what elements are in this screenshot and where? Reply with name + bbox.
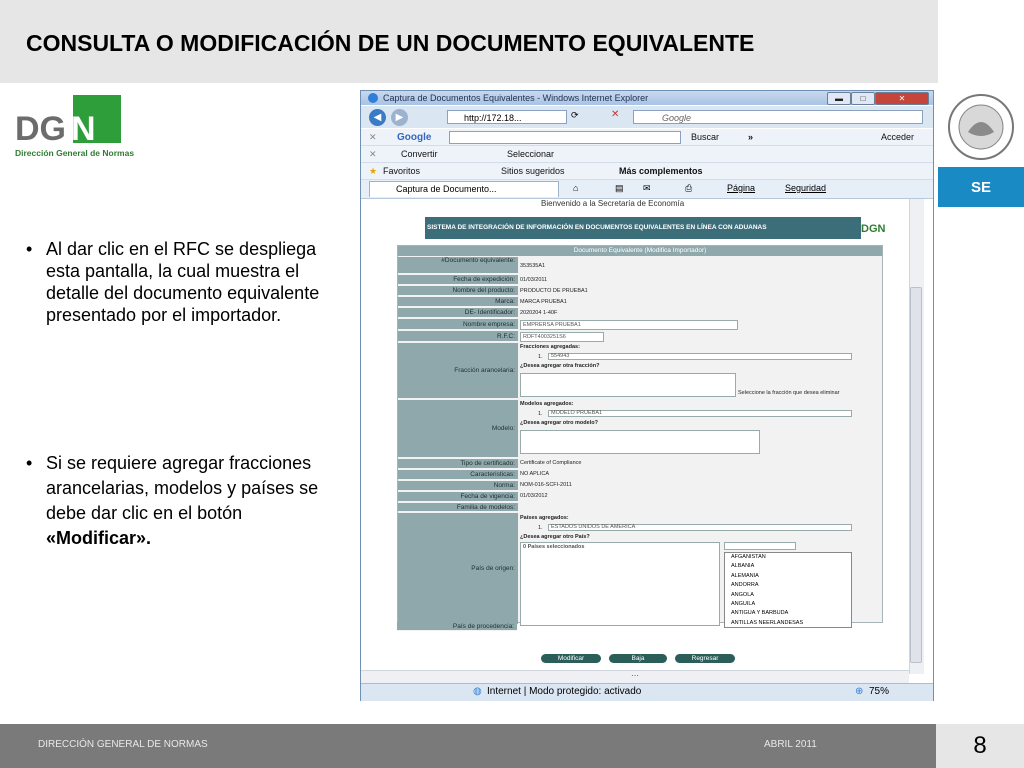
google-search-input[interactable] [449, 131, 681, 144]
maximize-button[interactable]: □ [851, 92, 875, 105]
convertir-button[interactable]: Convertir [401, 149, 438, 159]
modelo-question: ¿Desea agregar otro modelo? [520, 420, 598, 426]
svg-text:N: N [71, 110, 96, 148]
forward-icon[interactable]: ▶ [391, 109, 408, 126]
marca-value: MARCA PRUEBA1 [520, 299, 567, 305]
zoom-level[interactable]: 75% [869, 686, 890, 697]
scroll-thumb[interactable] [910, 287, 922, 663]
list-item[interactable]: ALBANIA [731, 563, 755, 570]
se-label: SE [938, 167, 1024, 207]
buscar-button[interactable]: Buscar [691, 132, 720, 142]
footer-bar [0, 724, 1024, 768]
rfc-label: R.F.C: [398, 331, 518, 342]
print-icon[interactable]: ⎙ [685, 183, 693, 193]
bullet-bold-text: «Modificar». [46, 528, 152, 548]
list-item[interactable]: ALEMANIA [731, 572, 759, 579]
close-toolbar-icon[interactable]: ✕ [369, 132, 377, 142]
svg-text:DG: DG [15, 110, 66, 148]
procedencia-label: País de procedencia: [397, 622, 517, 631]
bullet-list [26, 238, 326, 326]
norma-value: NOM-016-SCFI-2011 [520, 482, 572, 488]
favoritos-button[interactable]: Favoritos [383, 166, 421, 176]
doc-label: #Documento equivalente: [398, 257, 518, 274]
stop-icon[interactable]: ✕ [611, 109, 620, 120]
fecha-label: Fecha de expedición: [398, 275, 518, 285]
form-title: Documento Equivalente (Modifica Importador) [398, 246, 882, 256]
close-toolbar-icon[interactable]: ✕ [369, 149, 377, 159]
footer-right: ABRIL 2011 [764, 739, 817, 750]
item-number: 1. [538, 525, 543, 531]
document-form [397, 245, 883, 626]
fraccion-input[interactable] [520, 373, 736, 397]
horizontal-scrollbar[interactable]: ⋯ [361, 670, 909, 683]
pais-filter-input[interactable] [724, 542, 796, 550]
bullet-text: Al dar clic en el RFC se despliega esta pantalla, la cual muestra el detalle del documento equivalente presentado por el importador. [46, 239, 320, 325]
mexico-seal-icon [946, 92, 1016, 162]
modificar-button[interactable]: Modificar [541, 654, 601, 663]
browser-window [360, 90, 934, 701]
mail-icon[interactable]: ✉ [643, 183, 651, 193]
regresar-button[interactable]: Regresar [675, 654, 735, 663]
slide-title: CONSULTA O MODIFICACIÓN DE UN DOCUMENTO EQUIVALENTE [26, 30, 755, 56]
marca-label: Marca: [398, 297, 518, 307]
item-number: 1. [538, 411, 543, 417]
list-item[interactable]: ANTIGUA Y BARBUDA [731, 610, 789, 617]
globe-icon: ◍ [473, 686, 482, 697]
ie-icon [368, 93, 378, 103]
google-toolbar [361, 129, 933, 146]
home-icon[interactable]: ⌂ [573, 183, 579, 193]
modelo-item[interactable]: MODELO PRUEBA1 [548, 410, 852, 417]
de-label: DE- Identificador: [398, 308, 518, 318]
close-button[interactable]: ✕ [875, 92, 929, 105]
familia-label: Familia de modelos: [398, 503, 518, 512]
modelo-label: Modelo: [398, 400, 518, 458]
fraccion-label: Fracción arancelaria: [398, 343, 518, 399]
doc-value: 353535A1 [520, 263, 546, 269]
bullet-item: • Al dar clic en el RFC se despliega esta pantalla, la cual muestra el detalle del documento equivalente presentado por el importador. [26, 238, 326, 326]
pais-item[interactable]: ESTADOS UNIDOS DE AMERICA [548, 524, 852, 531]
bullet-list-2 [26, 451, 326, 551]
footer-left: DIRECCIÓN GENERAL DE NORMAS [38, 739, 208, 750]
google-logo: Google [397, 132, 432, 143]
page-content [361, 199, 933, 680]
list-item[interactable]: ANTILLAS NEERLANDESAS [731, 619, 804, 626]
producto-value: PRODUCTO DE PRUEBA1 [520, 288, 588, 294]
fraccion-hint: Seleccione la fracción que desea eliminar [738, 390, 840, 396]
norma-label: Norma: [398, 481, 518, 491]
feeds-icon[interactable]: ▤ [615, 183, 624, 193]
zoom-icon: ⊕ [855, 686, 864, 697]
list-item[interactable]: ANGOLA [731, 591, 754, 598]
empresa-field[interactable]: EMPRERSA PRUEBA1 [520, 320, 738, 330]
producto-label: Nombre del producto: [398, 286, 518, 296]
logo-caption: Dirección General de Normas [15, 148, 135, 158]
browser-tab[interactable]: Captura de Documento... [369, 181, 559, 197]
back-icon[interactable]: ◀ [369, 109, 386, 126]
list-item[interactable]: ANGUILA [731, 600, 756, 607]
bullet-item: • Si se requiere agregar fracciones arancelarias, modelos y países se debe dar clic en el botón «Modificar». [26, 453, 319, 548]
minimize-button[interactable]: ▬ [827, 92, 851, 105]
baja-button[interactable]: Baja [609, 654, 667, 663]
acceder-button[interactable]: Acceder [881, 132, 915, 142]
convert-toolbar [361, 146, 933, 163]
fracciones-agregadas-label: Fracciones agregadas: [520, 344, 580, 350]
system-banner: SISTEMA DE INTEGRACIÓN DE INFORMACIÓN EN DOCUMENTOS EQUIVALENTES EN LÍNEA CON ADUANAS [425, 217, 861, 239]
caracteristicas-label: Caracteristicas: [398, 470, 518, 480]
welcome-text: Bienvenido a la Secretaría de Economía [541, 199, 685, 208]
certificado-value: Certificate of Compliance [520, 460, 582, 466]
mas-complementos-link[interactable]: Más complementos [619, 166, 703, 176]
paises-seleccionados-box[interactable]: 0 Países seleccionados [520, 542, 720, 626]
de-value: 2020204 1-40F [520, 310, 558, 316]
tab-row [361, 180, 933, 199]
page-number: 8 [936, 724, 1024, 768]
window-title-bar [361, 91, 933, 105]
favorites-star-icon: ★ [369, 166, 378, 176]
pais-question: ¿Desea agregar otro País? [520, 534, 590, 540]
window-title: Captura de Documentos Equivalentes - Windows Internet Explorer [383, 93, 649, 103]
modelo-input[interactable] [520, 430, 760, 454]
countries-list[interactable] [724, 552, 852, 628]
refresh-icon[interactable]: ⟳ [571, 110, 579, 120]
empresa-label: Nombre empresa: [398, 319, 518, 330]
list-item[interactable]: AFGANISTAN [731, 554, 766, 560]
item-number: 1. [538, 354, 543, 360]
pais-origen-label: País de origen: [398, 513, 518, 625]
banner-dgn-logo: DGN [861, 217, 909, 239]
fraccion-question: ¿Desea agregar otra fracción? [520, 363, 600, 369]
vigencia-value: 01/03/2012 [520, 493, 548, 499]
vigencia-label: Fecha de vigencia: [398, 492, 518, 502]
seleccionar-button[interactable]: Seleccionar [507, 149, 555, 159]
rfc-field[interactable]: RDFT4003251S6 [520, 332, 604, 342]
status-bar [361, 683, 933, 701]
fraccion-item[interactable]: 554943 [548, 353, 852, 360]
fecha-value: 01/03/2011 [520, 277, 548, 283]
pagina-menu[interactable]: Página [727, 183, 756, 193]
caracteristicas-value: NO APLICA [520, 471, 550, 477]
favorites-bar [361, 163, 933, 180]
bullet-text: Si se requiere agregar fracciones arancelarias, modelos y países se debe dar clic en el botón [46, 453, 319, 523]
sitios-sugeridos-link[interactable]: Sitios sugeridos [501, 166, 565, 176]
more-icon[interactable]: » [748, 132, 754, 142]
search-input[interactable]: Google [633, 110, 923, 124]
paises-agregados-label: Países agregados: [520, 515, 569, 521]
address-row [361, 106, 933, 128]
certificado-label: Tipo de certificado: [398, 459, 518, 469]
modelos-agregados-label: Modelos agregados: [520, 401, 574, 407]
list-item[interactable]: ANDORRA [731, 582, 759, 589]
seguridad-menu[interactable]: Seguridad [785, 183, 827, 193]
address-field[interactable]: http://172.18... [447, 110, 567, 124]
status-text: Internet | Modo protegido: activado [487, 686, 642, 697]
